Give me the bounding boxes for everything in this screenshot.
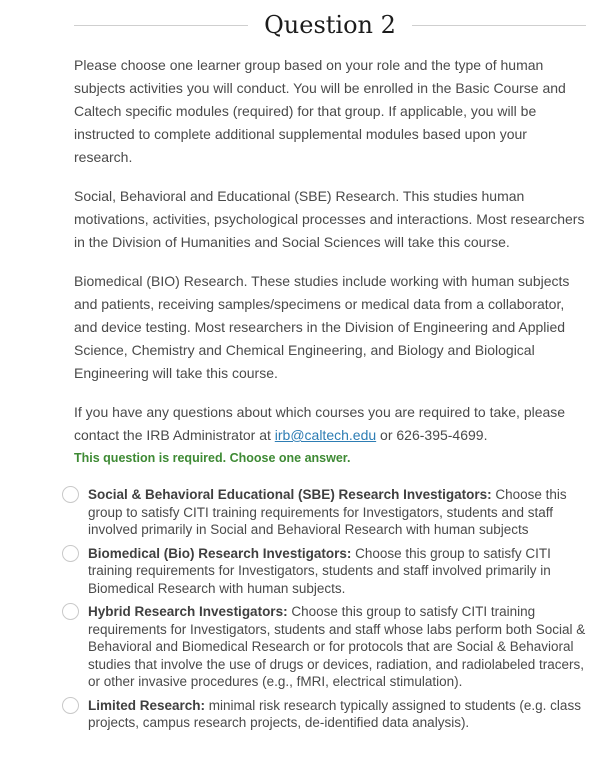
answer-options bbox=[62, 486, 586, 732]
option-label: Social & Behavioral Educational (SBE) Research Investigators: bbox=[88, 487, 492, 502]
contact-text-after: or 626-395-4699. bbox=[376, 427, 488, 443]
irb-email-link[interactable]: irb@caltech.edu bbox=[274, 427, 377, 443]
radio-button-bio-investigators[interactable] bbox=[62, 545, 79, 562]
sbe-paragraph: Social, Behavioral and Educational (SBE) Research. This studies human motivations, activities, psychological processes and interactions. Most researchers in the Division of Humanities and Social Sciences will take this course. bbox=[74, 188, 585, 250]
option-label: Biomedical (Bio) Research Investigators: bbox=[88, 545, 352, 561]
option-text bbox=[88, 697, 586, 732]
option-description: minimal risk research typically assigned to students (e.g. class projects, campus research projects, de-identified data analysis). bbox=[88, 697, 581, 730]
option-description: Choose this group to satisfy CITI training requirements for Investigators, students and staff involved primarily in Biomedical Research with human subjects. bbox=[88, 545, 551, 596]
option-description: Choose this group to satisfy CITI training requirements for Investigators, students and staff whose labs perform both Social & Behavioral and Biomedical Research or for protocols that are Social & Behavioral studies that involve the use of drugs or devices, radiation, and radiolabeled tracers, or other invasive procedures (e.g., fMRI, electrical stimulation). bbox=[88, 604, 586, 689]
required-note: This question is required. Choose one answer. bbox=[74, 451, 351, 465]
bio-paragraph: Biomedical (BIO) Research. These studies include working with human subjects and patients, receiving samples/specimens or medical data from a collaborator, and device testing. Most researchers in the Division of Engineering and Applied Science, Chemistry and Chemical Engineering, and Biology and Biological Engineering will take this course. bbox=[74, 273, 570, 381]
option-text bbox=[88, 486, 586, 539]
question-title-row bbox=[74, 10, 586, 40]
radio-button-hybrid-investigators[interactable] bbox=[62, 603, 79, 620]
option-row-limited-research[interactable] bbox=[62, 697, 586, 732]
contact-paragraph bbox=[74, 401, 586, 447]
page-title: Question 2 bbox=[264, 11, 396, 39]
contact-text-before: If you have any questions about which courses you are required to take, please contact the IRB Administrator at bbox=[74, 404, 566, 443]
option-description: Choose this group to satisfy CITI training requirements for Investigators, students and staff involved primarily in Social and Behavioral Research with human subjects bbox=[88, 487, 567, 537]
title-rule-left bbox=[74, 25, 248, 26]
option-row-hybrid-investigators[interactable] bbox=[62, 603, 586, 691]
option-label: Hybrid Research Investigators: bbox=[88, 604, 288, 619]
option-row-sbe-investigators[interactable] bbox=[62, 486, 586, 539]
radio-button-sbe-investigators[interactable] bbox=[62, 486, 79, 503]
radio-button-limited-research[interactable] bbox=[62, 697, 79, 714]
option-text bbox=[88, 603, 586, 691]
option-row-bio-investigators[interactable] bbox=[62, 545, 586, 598]
intro-paragraph: Please choose one learner group based on your role and the type of human subjects activities you will conduct. You will be enrolled in the Basic Course and Caltech specific modules (required) for that group. If applicable, you will be instructed to complete additional supplemental modules based upon your research. bbox=[74, 57, 566, 165]
option-text bbox=[88, 545, 586, 598]
option-label: Limited Research: bbox=[88, 697, 206, 713]
title-rule-right bbox=[412, 25, 586, 26]
